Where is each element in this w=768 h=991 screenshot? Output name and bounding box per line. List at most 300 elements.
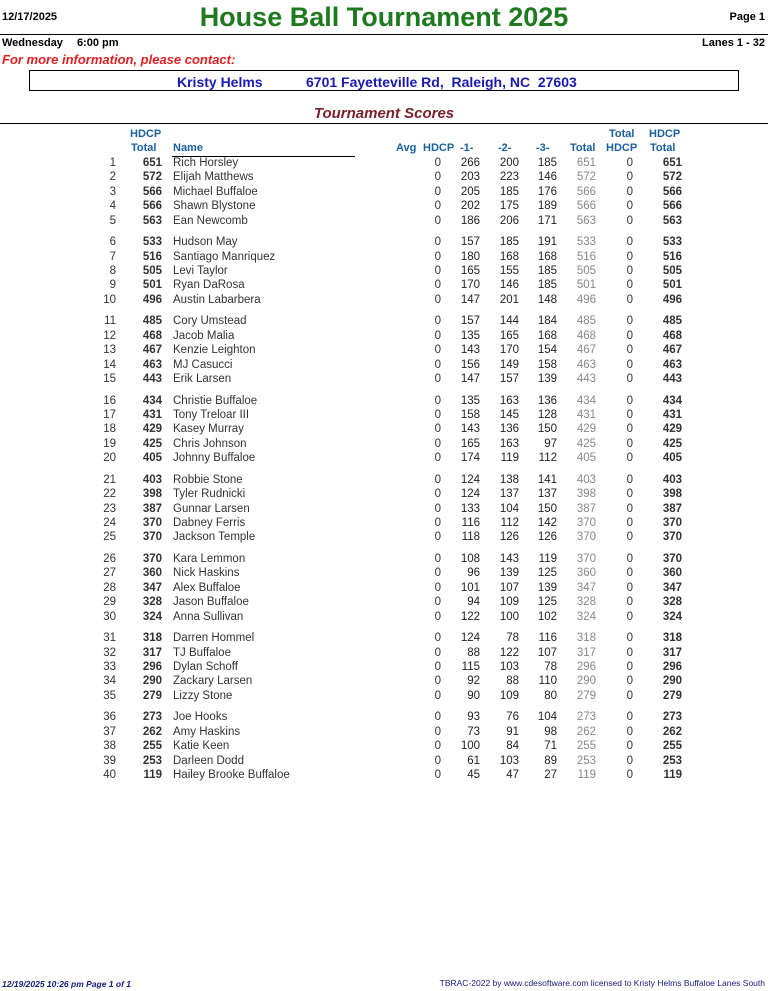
total-hdcp-cell: 0 (626, 250, 633, 263)
bowler-name: Erik Larsen (173, 373, 232, 385)
grand-total: 360 (662, 567, 682, 580)
table-row (0, 264, 768, 278)
total-hdcp-cell: 0 (626, 754, 633, 767)
game3-score: 185 (537, 265, 557, 277)
scratch-total: 501 (576, 279, 596, 292)
rank-cell: 8 (109, 265, 116, 277)
report-date: 12/17/2025 (2, 11, 58, 23)
scratch-total: 279 (576, 689, 596, 702)
total-hdcp-cell: 0 (626, 567, 633, 580)
table-row (0, 394, 768, 408)
scratch-total: 533 (576, 236, 596, 249)
col-name: Name (173, 142, 203, 154)
section-title: Tournament Scores (313, 105, 455, 122)
hdcp-total-cell: 347 (142, 581, 162, 594)
scratch-total: 370 (576, 531, 596, 544)
bowler-name: Dylan Schoff (173, 661, 238, 673)
scratch-total: 443 (576, 373, 596, 385)
scratch-total: 572 (576, 171, 596, 184)
game1-score: 101 (460, 581, 480, 594)
table-row (0, 293, 768, 307)
col-hdcp-total-bottom: Total (131, 142, 157, 154)
table-row (0, 487, 768, 501)
table-row (0, 329, 768, 343)
game3-score: 71 (544, 740, 557, 753)
bowler-name: Jackson Temple (173, 531, 256, 544)
grand-total: 328 (662, 596, 682, 609)
game2-score: 170 (499, 344, 519, 357)
bowler-name: Rich Horsley (173, 157, 239, 169)
game3-score: 139 (537, 581, 557, 594)
total-hdcp-cell: 0 (626, 279, 633, 292)
hdcp-total-cell: 273 (142, 711, 162, 724)
bowler-name: Nick Haskins (173, 567, 240, 580)
game1-score: 157 (460, 236, 480, 249)
game1-score: 157 (460, 315, 480, 328)
game3-score: 189 (537, 200, 557, 213)
game2-score: 112 (500, 517, 519, 529)
scratch-total: 651 (576, 157, 596, 169)
hdcp-cell: 0 (434, 423, 441, 436)
hdcp-cell: 0 (434, 754, 441, 767)
hdcp-cell: 0 (434, 610, 441, 623)
game2-score: 76 (506, 711, 519, 724)
col-hdcp-total-top: HDCP (130, 128, 162, 140)
total-hdcp-cell: 0 (626, 646, 633, 659)
scratch-total: 405 (576, 452, 596, 465)
hdcp-total-cell: 425 (142, 437, 162, 450)
game3-score: 185 (537, 279, 557, 292)
rank-cell: 3 (109, 185, 116, 198)
lanes-range: Lanes 1 - 32 (702, 37, 765, 49)
rank-cell: 40 (103, 769, 116, 781)
game3-score: 168 (537, 329, 557, 342)
game3-score: 128 (537, 409, 557, 421)
grand-total: 290 (662, 675, 682, 688)
scratch-total: 262 (576, 725, 596, 738)
hdcp-cell: 0 (434, 394, 441, 407)
game1-score: 165 (460, 265, 480, 277)
table-row (0, 595, 768, 609)
print-timestamp: 12/19/2025 10:26 pm Page 1 of 1 (2, 979, 131, 989)
hdcp-cell: 0 (434, 646, 441, 659)
game3-score: 126 (537, 531, 557, 544)
game1-score: 124 (460, 488, 480, 501)
game3-score: 142 (537, 517, 557, 529)
table-row (0, 566, 768, 580)
hdcp-cell: 0 (434, 675, 441, 688)
hdcp-total-cell: 501 (142, 279, 162, 292)
grand-total: 273 (662, 711, 682, 724)
rank-cell: 22 (103, 488, 116, 501)
table-row (0, 710, 768, 724)
game2-score: 139 (499, 567, 519, 580)
grand-total: 403 (662, 473, 682, 486)
bowler-name: Dabney Ferris (173, 517, 246, 529)
bowler-name: Darren Hommel (173, 632, 255, 645)
game1-score: 156 (460, 358, 480, 371)
bowler-name: Jacob Malia (173, 329, 235, 342)
hdcp-total-cell: 318 (142, 632, 162, 645)
grand-total: 262 (662, 725, 682, 738)
hdcp-cell: 0 (434, 502, 441, 515)
scratch-total: 463 (576, 358, 596, 371)
game3-score: 107 (537, 646, 557, 659)
rank-cell: 37 (103, 725, 116, 738)
scratch-total: 317 (576, 646, 596, 659)
table-row (0, 343, 768, 357)
game2-score: 103 (499, 754, 519, 767)
grand-total: 496 (662, 293, 682, 306)
hdcp-cell: 0 (434, 437, 441, 450)
table-row (0, 278, 768, 292)
rank-cell: 17 (103, 409, 116, 421)
game2-score: 138 (499, 473, 519, 486)
grand-total: 533 (662, 236, 682, 249)
bowler-name: Jason Buffaloe (173, 596, 249, 609)
scratch-total: 563 (576, 214, 596, 227)
game2-score: 84 (506, 740, 519, 753)
table-row (0, 199, 768, 213)
grand-total: 566 (662, 200, 682, 213)
grand-total: 425 (662, 437, 682, 450)
game1-score: 122 (460, 610, 480, 623)
table-row (0, 725, 768, 739)
grand-total: 398 (662, 488, 682, 501)
rank-cell: 6 (109, 236, 116, 249)
game1-score: 115 (461, 661, 480, 673)
game2-score: 100 (499, 610, 519, 623)
hdcp-cell: 0 (434, 171, 441, 184)
bowler-name: Gunnar Larsen (173, 502, 250, 515)
rank-cell: 18 (103, 423, 116, 436)
game3-score: 97 (544, 437, 557, 450)
game2-score: 149 (499, 358, 519, 371)
grand-total: 370 (662, 531, 682, 544)
table-row (0, 660, 768, 674)
table-row (0, 156, 768, 170)
table-row (0, 473, 768, 487)
rank-cell: 32 (103, 646, 116, 659)
game3-score: 137 (537, 488, 557, 501)
scratch-total: 434 (576, 394, 596, 407)
table-row (0, 581, 768, 595)
total-hdcp-cell: 0 (626, 531, 633, 544)
game2-score: 104 (499, 502, 519, 515)
scratch-total: 119 (577, 769, 596, 781)
grand-total: 324 (662, 610, 682, 623)
table-row (0, 170, 768, 184)
game3-score: 184 (537, 315, 557, 328)
table-row (0, 530, 768, 544)
hdcp-cell: 0 (434, 250, 441, 263)
rank-cell: 28 (103, 581, 116, 594)
table-row (0, 408, 768, 422)
bowler-name: MJ Casucci (173, 358, 233, 371)
rank-cell: 10 (103, 293, 116, 306)
table-row (0, 250, 768, 264)
rank-cell: 35 (103, 689, 116, 702)
hdcp-total-cell: 290 (142, 675, 162, 688)
hdcp-total-cell: 317 (142, 646, 162, 659)
grand-total: 429 (662, 423, 682, 436)
total-hdcp-cell: 0 (626, 725, 633, 738)
software-credit: TBRAC-2022 by www.cdesoftware.com licensed to Kristy Helms Buffaloe Lanes South (439, 978, 765, 988)
col-game2: -2- (498, 142, 512, 154)
col-total-hdcp-top: Total (609, 128, 635, 140)
hdcp-total-cell: 467 (142, 344, 162, 357)
bowler-name: Tony Treloar III (173, 409, 250, 421)
hdcp-total-cell: 429 (142, 423, 162, 436)
total-hdcp-cell: 0 (626, 517, 633, 529)
total-hdcp-cell: 0 (626, 394, 633, 407)
game3-score: 146 (537, 171, 557, 184)
grand-total: 651 (662, 157, 682, 169)
game1-score: 147 (460, 373, 480, 385)
grand-total: 119 (663, 769, 682, 781)
game3-score: 150 (537, 423, 557, 436)
hdcp-total-cell: 431 (142, 409, 162, 421)
grand-total: 463 (662, 358, 682, 371)
table-row (0, 689, 768, 703)
game2-score: 47 (506, 769, 519, 781)
rank-cell: 12 (103, 329, 116, 342)
bowler-name: Santiago Manriquez (173, 250, 276, 263)
grand-total: 370 (662, 517, 682, 529)
bowler-name: Kasey Murray (173, 423, 244, 436)
total-hdcp-cell: 0 (626, 553, 633, 565)
game3-score: 125 (537, 567, 557, 580)
contact-box (29, 70, 739, 91)
game2-score: 163 (499, 437, 519, 450)
table-row (0, 502, 768, 516)
total-hdcp-cell: 0 (626, 293, 633, 306)
total-hdcp-cell: 0 (626, 315, 633, 328)
rank-cell: 20 (103, 452, 116, 465)
hdcp-cell: 0 (434, 553, 441, 565)
rank-cell: 2 (109, 171, 116, 184)
rank-cell: 19 (103, 437, 116, 450)
rank-cell: 30 (103, 610, 116, 623)
col-avg: Avg (396, 142, 417, 154)
game1-score: 116 (461, 517, 480, 529)
table-row (0, 610, 768, 624)
game2-score: 145 (499, 409, 519, 421)
rank-cell: 36 (103, 711, 116, 724)
game1-score: 135 (460, 394, 480, 407)
scratch-total: 398 (576, 488, 596, 501)
hdcp-cell: 0 (434, 452, 441, 465)
table-row (0, 358, 768, 372)
game3-score: 139 (537, 373, 557, 385)
scratch-total: 324 (576, 610, 596, 623)
game2-score: 107 (499, 581, 519, 594)
game3-score: 168 (537, 250, 557, 263)
col-total: Total (570, 142, 596, 154)
game2-score: 185 (499, 185, 519, 198)
grand-total: 296 (662, 661, 682, 673)
game2-score: 185 (499, 236, 519, 249)
game1-score: 186 (460, 214, 480, 227)
col-hdcp-total2-bottom: Total (650, 142, 676, 154)
bowler-name: Cory Umstead (173, 315, 247, 328)
hdcp-cell: 0 (434, 531, 441, 544)
game3-score: 112 (538, 452, 557, 465)
game1-score: 147 (460, 293, 480, 306)
hdcp-total-cell: 262 (142, 725, 162, 738)
total-hdcp-cell: 0 (626, 661, 633, 673)
bowler-name: Robbie Stone (173, 473, 243, 486)
rank-cell: 29 (103, 596, 116, 609)
game1-score: 94 (467, 596, 480, 609)
grand-total: 467 (662, 344, 682, 357)
game2-score: 163 (499, 394, 519, 407)
hdcp-cell: 0 (434, 769, 441, 781)
scratch-total: 566 (576, 185, 596, 198)
page-number: Page 1 (729, 11, 765, 23)
hdcp-total-cell: 533 (142, 236, 162, 249)
hdcp-total-cell: 443 (142, 373, 162, 385)
total-hdcp-cell: 0 (626, 581, 633, 594)
game2-score: 200 (499, 157, 519, 169)
rank-cell: 7 (109, 250, 116, 263)
game1-score: 73 (467, 725, 480, 738)
grand-total: 431 (662, 409, 682, 421)
game1-score: 165 (460, 437, 480, 450)
hdcp-cell: 0 (434, 711, 441, 724)
bowler-name: Michael Buffaloe (173, 185, 258, 198)
game3-score: 78 (544, 661, 557, 673)
hdcp-total-cell: 119 (143, 769, 162, 781)
game2-score: 168 (499, 250, 519, 263)
rank-cell: 14 (103, 358, 116, 371)
game2-score: 109 (499, 689, 519, 702)
rank-cell: 31 (103, 632, 116, 645)
scratch-total: 467 (576, 344, 596, 357)
game2-score: 122 (499, 646, 519, 659)
hdcp-total-cell: 255 (142, 740, 162, 753)
bowler-name: Christie Buffaloe (173, 394, 258, 407)
hdcp-cell: 0 (434, 488, 441, 501)
game3-score: 154 (537, 344, 557, 357)
hdcp-cell: 0 (434, 725, 441, 738)
game2-score: 146 (499, 279, 519, 292)
hdcp-total-cell: 370 (142, 517, 162, 529)
scratch-total: 318 (576, 632, 596, 645)
hdcp-total-cell: 563 (142, 214, 162, 227)
game1-score: 205 (460, 185, 480, 198)
grand-total: 318 (662, 632, 682, 645)
game1-score: 133 (460, 502, 480, 515)
table-row (0, 235, 768, 249)
game3-score: 185 (537, 157, 557, 169)
grand-total: 563 (662, 214, 682, 227)
table-row (0, 214, 768, 228)
hdcp-cell: 0 (434, 185, 441, 198)
game3-score: 158 (537, 358, 557, 371)
scratch-total: 347 (576, 581, 596, 594)
game1-score: 124 (460, 473, 480, 486)
game2-score: 109 (499, 596, 519, 609)
hdcp-cell: 0 (434, 315, 441, 328)
total-hdcp-cell: 0 (626, 452, 633, 465)
hdcp-cell: 0 (434, 473, 441, 486)
hdcp-total-cell: 496 (142, 293, 162, 306)
grand-total: 434 (662, 394, 682, 407)
rank-cell: 21 (103, 473, 116, 486)
table-row (0, 437, 768, 451)
game1-score: 143 (460, 423, 480, 436)
total-hdcp-cell: 0 (626, 740, 633, 753)
game3-score: 110 (538, 675, 557, 688)
game1-score: 118 (461, 531, 480, 544)
contact-address: 6701 Fayetteville Rd, Raleigh, NC 27603 (306, 74, 577, 90)
game3-score: 119 (538, 553, 557, 565)
rank-cell: 25 (103, 531, 116, 544)
game2-score: 91 (506, 725, 519, 738)
report-title: House Ball Tournament 2025 (199, 2, 569, 32)
rank-cell: 34 (103, 675, 116, 688)
contact-prompt: For more information, please contact: (2, 52, 236, 67)
rank-cell: 4 (109, 200, 116, 213)
total-hdcp-cell: 0 (626, 711, 633, 724)
game2-score: 175 (499, 200, 519, 213)
hdcp-total-cell: 566 (142, 185, 162, 198)
game3-score: 191 (537, 236, 557, 249)
hdcp-total-cell: 387 (142, 502, 162, 515)
hdcp-cell: 0 (434, 293, 441, 306)
rank-cell: 5 (109, 214, 116, 227)
hdcp-total-cell: 403 (142, 473, 162, 486)
scratch-total: 328 (576, 596, 596, 609)
game2-score: 119 (500, 452, 519, 465)
game3-score: 98 (544, 725, 557, 738)
scratch-total: 370 (576, 517, 596, 529)
game1-score: 93 (467, 711, 480, 724)
total-hdcp-cell: 0 (626, 610, 633, 623)
header-divider (0, 34, 768, 35)
grand-total: 255 (662, 740, 682, 753)
section-divider (0, 123, 768, 124)
grand-total: 347 (662, 581, 682, 594)
scratch-total: 403 (576, 473, 596, 486)
table-row (0, 552, 768, 566)
game3-score: 104 (537, 711, 557, 724)
game1-score: 100 (460, 740, 480, 753)
bowler-name: Anna Sullivan (173, 610, 244, 623)
table-row (0, 451, 768, 465)
hdcp-total-cell: 370 (142, 553, 162, 565)
rank-cell: 1 (109, 157, 116, 169)
bowler-name: Tyler Rudnicki (173, 488, 246, 501)
rank-cell: 11 (104, 315, 116, 328)
total-hdcp-cell: 0 (626, 214, 633, 227)
total-hdcp-cell: 0 (626, 502, 633, 515)
hdcp-cell: 0 (434, 689, 441, 702)
hdcp-cell: 0 (434, 329, 441, 342)
bowler-name: Lizzy Stone (173, 689, 233, 702)
scratch-total: 468 (576, 329, 596, 342)
game1-score: 203 (460, 171, 480, 184)
hdcp-cell: 0 (434, 265, 441, 277)
game3-score: 150 (537, 502, 557, 515)
grand-total: 566 (662, 185, 682, 198)
table-row (0, 516, 768, 530)
grand-total: 405 (662, 452, 682, 465)
hdcp-cell: 0 (434, 740, 441, 753)
total-hdcp-cell: 0 (626, 265, 633, 277)
scratch-total: 505 (576, 265, 596, 277)
